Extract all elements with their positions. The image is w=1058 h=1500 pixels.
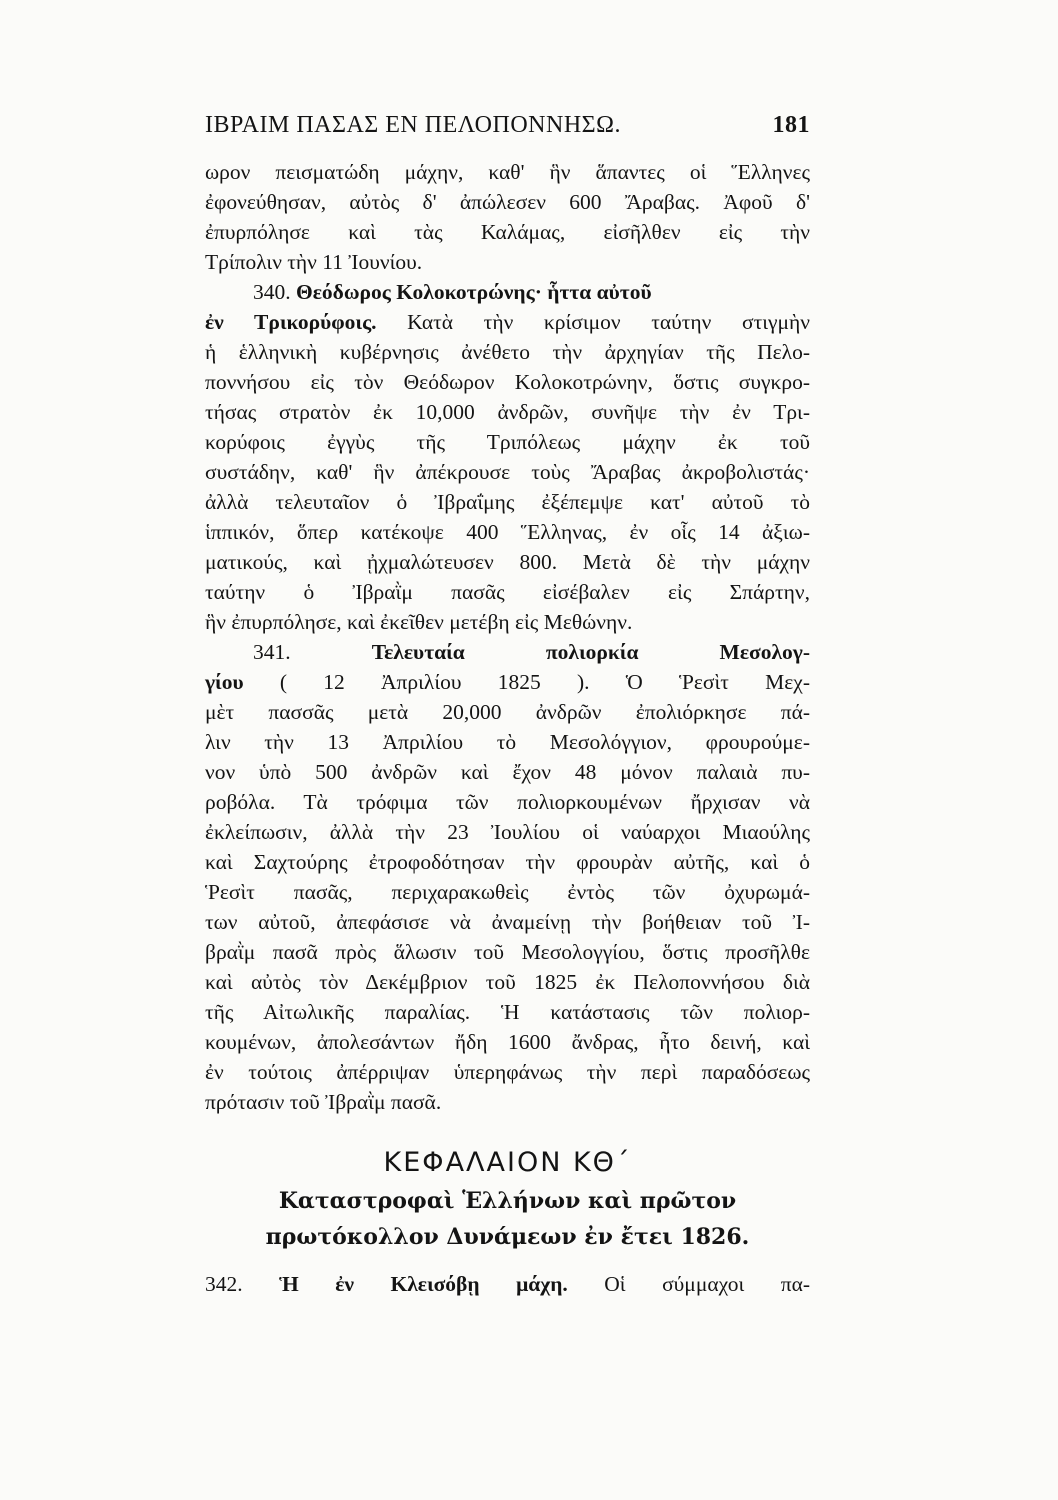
text-line: ἐκλείπωσιν, ἀλλὰ τὴν 23 Ἰουλίου οἱ ναύαρχοι Μιαούλης — [205, 820, 810, 844]
section-342 — [205, 1269, 810, 1299]
running-head — [205, 112, 810, 139]
text-line — [205, 667, 810, 697]
text-line: νον ὑπὸ 500 ἀνδρῶν καὶ ἔχον 48 μόνον παλαιὰ πυ- — [205, 760, 810, 784]
section-heading-line — [205, 637, 810, 667]
text-line: ἐπυρπόλησε καὶ τὰς Καλάμας, εἰσῆλθεν εἰς τὴν — [205, 220, 810, 244]
text-line — [205, 307, 810, 337]
text-line: των αὐτοῦ, ἀπεφάσισε νὰ ἀναμείνῃ τὴν βοήθειαν τοῦ Ἰ- — [205, 910, 810, 934]
text-line: Ῥεσὶτ πασᾶς, περιχαρακωθεὶς ἐντὸς τῶν ὀχυρωμά- — [205, 880, 810, 904]
text-line: Τρίπολιν τὴν 11 Ἰουνίου. — [205, 250, 423, 274]
page-number: 181 — [772, 112, 810, 138]
text-line: πρότασιν τοῦ Ἰβραῒμ πασᾶ. — [205, 1090, 442, 1114]
text-line: τῆς Αἰτωλικῆς παραλίας. Ἡ κατάστασις τῶν πολιορ- — [205, 1000, 810, 1024]
chapter-subtitle: Καταστροφαὶ Ἑλλήνων καὶ πρῶτον — [278, 1188, 737, 1214]
section-heading-cont: ἐν Τρικορύφοις. — [205, 310, 377, 334]
text-line: ματικούς, καὶ ᾐχμαλώτευσεν 800. Μετὰ δὲ τὴν μάχην — [205, 550, 810, 574]
chapter-title: ΚΕΦΑΛΑΙΟΝ ΚΘ΄ — [383, 1147, 632, 1178]
text-line: ἐφονεύθησαν, αὐτὸς δ' ἀπώλεσεν 600 Ἄραβας. Ἀφοῦ δ' — [205, 190, 810, 214]
text-line: ἀλλὰ τελευταῖον ὁ Ἰβραΐμης ἐξέπεμψε κατ' αὐτοῦ τὸ — [205, 490, 810, 514]
text-run: ( 12 Ἀπριλίου 1825 ). Ὁ Ῥεσὶτ Μεχ- — [279, 670, 810, 694]
section-heading: Ἡ ἐν Κλεισόβῃ μάχη. — [279, 1272, 568, 1296]
book-page — [205, 112, 810, 1299]
section-number: 342. — [205, 1272, 243, 1296]
text-line: ἱππικόν, ὅπερ κατέκοψε 400 Ἕλληνας, ἐν οἷς 14 ἀξιω- — [205, 520, 810, 544]
text-line: ἡ ἑλληνικὴ κυβέρνησις ἀνέθετο τὴν ἀρχηγίαν τῆς Πελο- — [205, 340, 810, 364]
text-line: ταύτην ὁ Ἰβραῒμ πασᾶς εἰσέβαλεν εἰς Σπάρτην, — [205, 580, 810, 604]
section-heading-cont: γίου — [205, 670, 244, 694]
text-line: ροβόλα. Τὰ τρόφιμα τῶν πολιορκουμένων ἤρχισαν νὰ — [205, 790, 810, 814]
section-heading-line — [205, 277, 810, 307]
text-line: καὶ Σαχτούρης ἐτροφοδότησαν τὴν φρουρὰν αὐτῆς, καὶ ὁ — [205, 850, 810, 874]
text-line: ποννήσου εἰς τὸν Θεόδωρον Κολοκοτρώνην, ὅστις συγκρο- — [205, 370, 810, 394]
text-line: κορύφοις ἐγγὺς τῆς Τριπόλεως μάχην ἐκ τοῦ — [205, 430, 810, 454]
chapter-subtitle: πρωτόκολλον Δυνάμεων ἐν ἔτει 1826. — [265, 1224, 750, 1250]
paragraph-intro — [205, 157, 810, 277]
text-line: τήσας στρατὸν ἐκ 10,000 ἀνδρῶν, συνῆψε τὴν ἐν Τρι- — [205, 400, 810, 424]
text-line: ωρον πεισματώδη μάχην, καθ' ἣν ἅπαντες οἱ Ἕλληνες — [205, 160, 810, 184]
text-run: Οἱ σύμμαχοι πα- — [604, 1272, 810, 1296]
section-heading: Τελευταία πολιορκία Μεσολογ- — [371, 640, 811, 664]
running-title: ΙΒΡΑΙΜ ΠΑΣΑΣ ΕΝ ΠΕΛΟΠΟΝΝΗΣΩ. — [205, 112, 621, 138]
section-340 — [205, 277, 810, 637]
text-run: Κατὰ τὴν κρίσιμον ταύτην στιγμὴν — [407, 310, 811, 334]
text-line: καὶ αὐτὸς τὸν Δεκέμβριον τοῦ 1825 ἐκ Πελοποννήσου διὰ — [205, 970, 810, 994]
text-line: ἣν ἐπυρπόλησε, καὶ ἐκεῖθεν μετέβη εἰς Μεθώνην. — [205, 610, 633, 634]
text-line: βραῒμ πασᾶ πρὸς ἅλωσιν τοῦ Μεσολογγίου, ὅστις προσῆλθε — [205, 940, 810, 964]
section-number: 340. — [253, 280, 291, 304]
text-line: λιν τὴν 13 Ἀπριλίου τὸ Μεσολόγγιον, φρουρούμε- — [205, 730, 810, 754]
text-line: συστάδην, καθ' ἣν ἀπέκρουσε τοὺς Ἄραβας ἀκροβολιστάς· — [205, 460, 810, 484]
text-line: ἐν τούτοις ἀπέρριψαν ὑπερηφάνως τὴν περὶ παραδόσεως — [205, 1060, 810, 1084]
section-number: 341. — [253, 640, 291, 664]
text-line: μὲτ πασσᾶς μετὰ 20,000 ἀνδρῶν ἐπολιόρκησε πά- — [205, 700, 810, 724]
section-heading: Θεόδωρος Κολοκοτρώνης· ἧττα αὐτοῦ — [296, 280, 652, 304]
section-341 — [205, 637, 810, 1117]
text-line: κουμένων, ἀπολεσάντων ἤδη 1600 ἄνδρας, ἦτο δεινή, καὶ — [205, 1030, 810, 1054]
